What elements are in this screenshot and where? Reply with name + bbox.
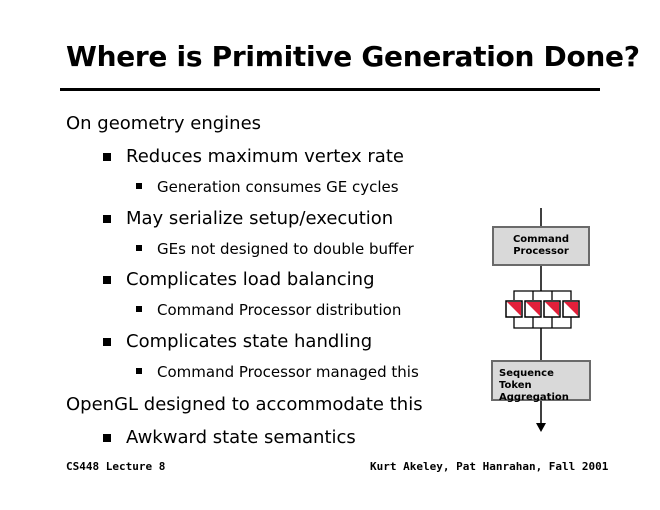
- bullet-state-semantics: Awkward state semantics: [126, 427, 356, 448]
- sub-bullet-double-buffer: GEs not designed to double buffer: [157, 240, 414, 258]
- sequence-token-line1: Sequence Token: [499, 368, 554, 391]
- sub-bullet-square-icon: [136, 183, 142, 189]
- output-arrow-icon: [536, 423, 546, 432]
- sub-bullet-ge-cycles: Generation consumes GE cycles: [157, 178, 399, 196]
- bullet-serialize-setup: May serialize setup/execution: [126, 208, 394, 229]
- geometry-engine-icon: [506, 301, 522, 317]
- bullet-square-icon: [103, 153, 111, 161]
- bullet-load-balancing: Complicates load balancing: [126, 269, 375, 290]
- sequence-token-aggregation-box: [491, 360, 591, 401]
- sequence-token-line2: Aggregation: [499, 392, 569, 403]
- fanout-bus: [514, 291, 571, 300]
- sub-bullet-distribution: Command Processor distribution: [157, 301, 402, 319]
- bullet-square-icon: [103, 338, 111, 346]
- title-rule: [60, 88, 600, 91]
- bullet-square-icon: [103, 215, 111, 223]
- footer-authors: Kurt Akeley, Pat Hanrahan, Fall 2001: [370, 460, 609, 473]
- geometry-engine-icon: [544, 301, 560, 317]
- command-processor-line2: Processor: [513, 246, 569, 257]
- geometry-engine-icon: [563, 301, 579, 317]
- sub-bullet-square-icon: [136, 306, 142, 312]
- bullet-square-icon: [103, 276, 111, 284]
- footer-lecture: CS448 Lecture 8: [66, 460, 166, 473]
- geometry-engine-icon: [525, 301, 541, 317]
- sub-bullet-square-icon: [136, 368, 142, 374]
- slide-title: Where is Primitive Generation Done?: [66, 40, 640, 73]
- fanin-bus: [514, 317, 571, 328]
- command-processor-line1: Command: [512, 234, 570, 245]
- pipeline-diagram: [488, 205, 598, 435]
- sub-bullet-square-icon: [136, 245, 142, 251]
- bullet-opengl-designed: OpenGL designed to accommodate this: [66, 394, 423, 415]
- bullet-reduces-vertex-rate: Reduces maximum vertex rate: [126, 146, 404, 167]
- bullet-geometry-engines: On geometry engines: [66, 113, 262, 134]
- command-processor-box: [492, 226, 590, 266]
- bullet-square-icon: [103, 434, 111, 442]
- sub-bullet-managed-this: Command Processor managed this: [157, 363, 419, 381]
- bullet-state-handling: Complicates state handling: [126, 331, 373, 352]
